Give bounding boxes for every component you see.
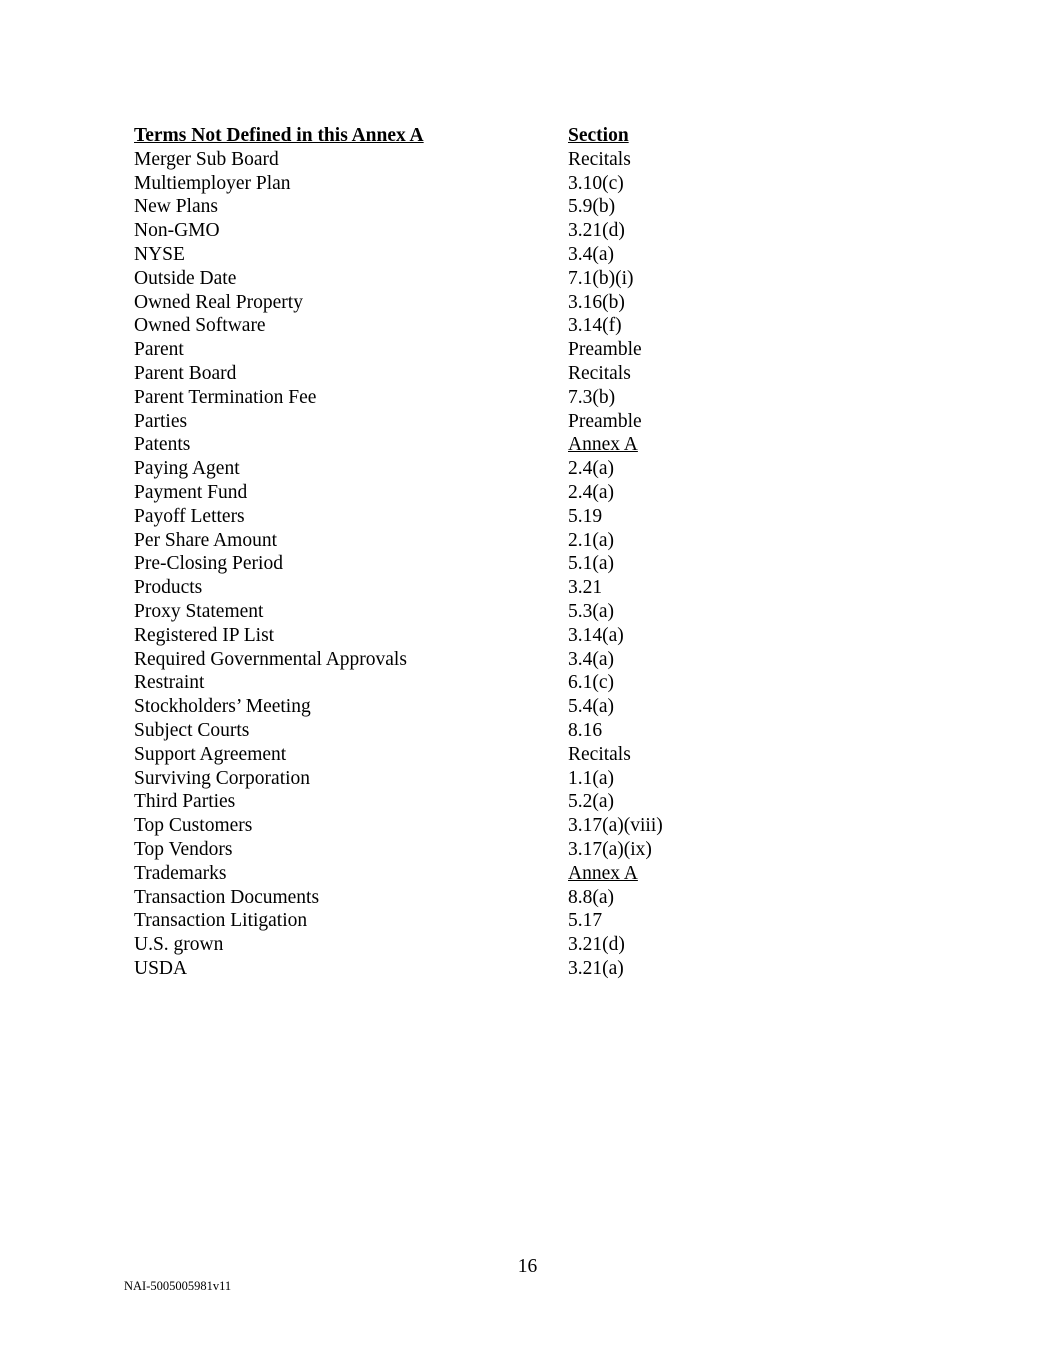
terms-table — [134, 124, 734, 981]
term-cell: Top Customers — [134, 815, 253, 837]
term-cell: Parties — [134, 410, 188, 432]
table-row — [134, 838, 734, 862]
table-row — [134, 600, 734, 624]
table-row — [134, 886, 734, 910]
table-row — [134, 386, 734, 410]
table-row — [134, 719, 734, 743]
table-row — [134, 933, 734, 957]
section-cell: 5.9(b) — [568, 196, 616, 218]
table-row — [134, 243, 734, 267]
term-cell: Stockholders’ Meeting — [134, 696, 311, 718]
table-row — [134, 957, 734, 981]
table-row — [134, 862, 734, 886]
table-row — [134, 648, 734, 672]
page-number: 16 — [517, 1256, 538, 1277]
table-row — [134, 576, 734, 600]
section-cell: 3.21 — [568, 577, 603, 599]
section-cell: 3.21(d) — [568, 934, 625, 956]
table-row — [134, 410, 734, 434]
section-cell: 6.1(c) — [568, 672, 615, 694]
header-section: Section — [568, 125, 629, 146]
term-cell: Surviving Corporation — [134, 767, 311, 789]
section-cell: 3.4(a) — [568, 243, 615, 265]
section-cell: 5.3(a) — [568, 600, 615, 622]
section-cell: 8.16 — [568, 719, 603, 741]
term-cell: Pre-Closing Period — [134, 553, 283, 575]
table-row — [134, 790, 734, 814]
section-cell: 3.17(a)(ix) — [568, 838, 652, 860]
section-cell: 5.17 — [568, 910, 603, 932]
section-cell: 3.4(a) — [568, 648, 615, 670]
section-cell: 3.21(a) — [568, 957, 624, 979]
term-cell: New Plans — [134, 196, 218, 218]
table-row — [134, 695, 734, 719]
document-id: NAI-5005005981v11 — [124, 1279, 232, 1293]
table-row — [134, 671, 734, 695]
table-row — [134, 338, 734, 362]
table-row — [134, 291, 734, 315]
term-cell: NYSE — [134, 243, 185, 265]
term-cell: USDA — [134, 957, 188, 979]
section-cell: Preamble — [568, 410, 642, 432]
section-cell: 5.1(a) — [568, 553, 615, 575]
term-cell: Payment Fund — [134, 481, 248, 503]
term-cell: Per Share Amount — [134, 529, 277, 551]
term-cell: Parent Board — [134, 362, 237, 384]
table-row — [134, 148, 734, 172]
term-cell: Non-GMO — [134, 220, 220, 242]
table-row — [134, 362, 734, 386]
term-cell: Outside Date — [134, 267, 237, 289]
table-row — [134, 529, 734, 553]
term-cell: Registered IP List — [134, 624, 275, 646]
section-cell: 3.14(f) — [568, 315, 622, 337]
table-row — [134, 814, 734, 838]
section-cell: 3.14(a) — [568, 624, 624, 646]
header-term: Terms Not Defined in this Annex A — [134, 125, 424, 146]
term-cell: Merger Sub Board — [134, 148, 279, 170]
section-cell: Recitals — [568, 148, 631, 170]
section-cell: 2.4(a) — [568, 458, 615, 480]
table-row — [134, 743, 734, 767]
section-cell: 5.2(a) — [568, 791, 615, 813]
term-cell: Third Parties — [134, 791, 236, 813]
term-cell: Restraint — [134, 672, 205, 694]
term-cell: Owned Software — [134, 315, 266, 337]
term-cell: Top Vendors — [134, 838, 233, 860]
section-cell: 5.4(a) — [568, 696, 615, 718]
table-row — [134, 505, 734, 529]
table-row — [134, 267, 734, 291]
term-cell: Trademarks — [134, 862, 227, 884]
term-cell: Parent — [134, 339, 184, 361]
table-row — [134, 195, 734, 219]
table-row — [134, 172, 734, 196]
table-body — [134, 148, 734, 981]
section-cell: 3.16(b) — [568, 291, 625, 313]
term-cell: Transaction Documents — [134, 886, 320, 908]
term-cell: Subject Courts — [134, 719, 250, 741]
term-cell: U.S. grown — [134, 934, 224, 956]
section-cell: 2.4(a) — [568, 481, 615, 503]
section-cell: 3.10(c) — [568, 172, 624, 194]
section-cell: 7.1(b)(i) — [568, 267, 634, 289]
table-row — [134, 624, 734, 648]
section-cell: 8.8(a) — [568, 886, 615, 908]
table-row — [134, 909, 734, 933]
table-row — [134, 457, 734, 481]
section-cell: Annex A — [568, 434, 638, 456]
section-cell: 2.1(a) — [568, 529, 615, 551]
term-cell: Required Governmental Approvals — [134, 648, 407, 670]
section-cell: 5.19 — [568, 505, 603, 527]
term-cell: Patents — [134, 434, 191, 456]
table-row — [134, 314, 734, 338]
term-cell: Transaction Litigation — [134, 910, 308, 932]
table-row — [134, 552, 734, 576]
table-row — [134, 433, 734, 457]
section-cell: 3.21(d) — [568, 220, 625, 242]
term-cell: Parent Termination Fee — [134, 386, 317, 408]
section-cell: Recitals — [568, 743, 631, 765]
term-cell: Owned Real Property — [134, 291, 303, 313]
term-cell: Multiemployer Plan — [134, 172, 291, 194]
section-cell: Preamble — [568, 339, 642, 361]
section-cell: 3.17(a)(viii) — [568, 815, 663, 837]
term-cell: Products — [134, 577, 203, 599]
table-header — [134, 124, 734, 148]
table-row — [134, 767, 734, 791]
term-cell: Paying Agent — [134, 458, 240, 480]
table-row — [134, 481, 734, 505]
term-cell: Support Agreement — [134, 743, 287, 765]
section-cell: 1.1(a) — [568, 767, 615, 789]
section-cell: 7.3(b) — [568, 386, 616, 408]
table-row — [134, 219, 734, 243]
section-cell: Annex A — [568, 862, 638, 884]
section-cell: Recitals — [568, 362, 631, 384]
term-cell: Payoff Letters — [134, 505, 245, 527]
term-cell: Proxy Statement — [134, 600, 264, 622]
